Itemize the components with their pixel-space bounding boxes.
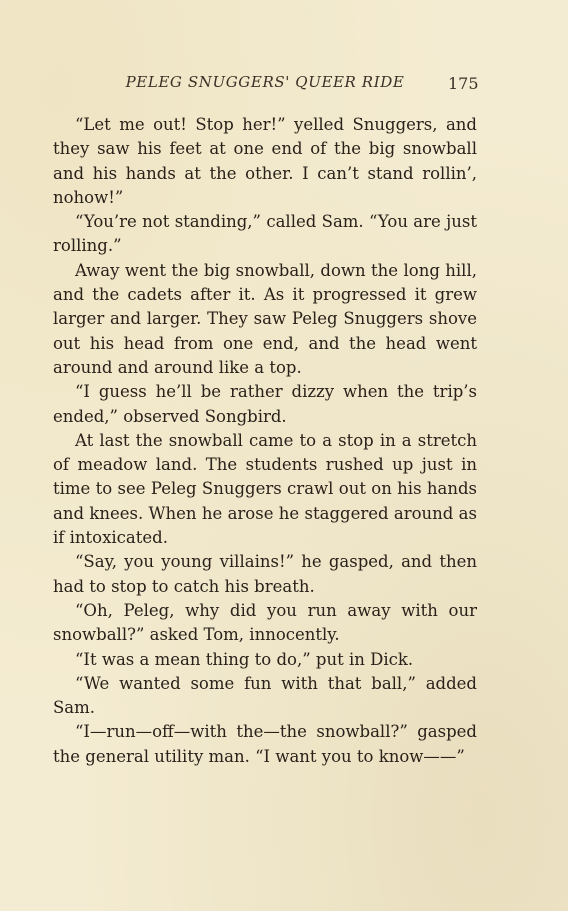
body-text [53,113,477,769]
paragraph: “Oh, Peleg, why did you run away with our snowball?” asked Tom, innocently. [53,600,477,645]
paragraph: “Say, you young villains!” he gasped, and then had to stop to catch his breath. [53,552,477,596]
paragraph: “I guess he’ll be rather dizzy when the trip’s ended,” observed Songbird. [53,382,477,426]
paragraph: “Let me out! Stop her!” yelled Snuggers, and they saw his feet at one end of the big snowball and his hands at the other. I can’t stand rollin’, nohow!” [53,115,477,207]
paragraph: “You’re not standing,” called Sam. “You are just rolling.” [53,212,477,256]
paragraph: “It was a mean thing to do,” put in Dick. [75,649,414,669]
paragraph: At last the snowball came to a stop in a stretch of meadow land. The students rushed up just in time to see Peleg Snuggers crawl out on his hands and knees. When he arose he staggered around as if intoxicated. [53,430,477,548]
paragraph: Away went the big snowball, down the long hill, and the cadets after it. As it progressed it grew larger and larger. They saw Peleg Snuggers shove out his head from one end, and the head went around and around like a top. [53,260,477,377]
paragraph: “We wanted some fun with that ball,” added Sam. [53,673,477,718]
running-title: PELEG SNUGGERS' QUEER RIDE [125,73,405,91]
paragraph: “I—run—off—with the—the snowball?” gasped the general utility man. “I want you to know——” [53,722,477,766]
page-number: 175 [448,74,479,93]
